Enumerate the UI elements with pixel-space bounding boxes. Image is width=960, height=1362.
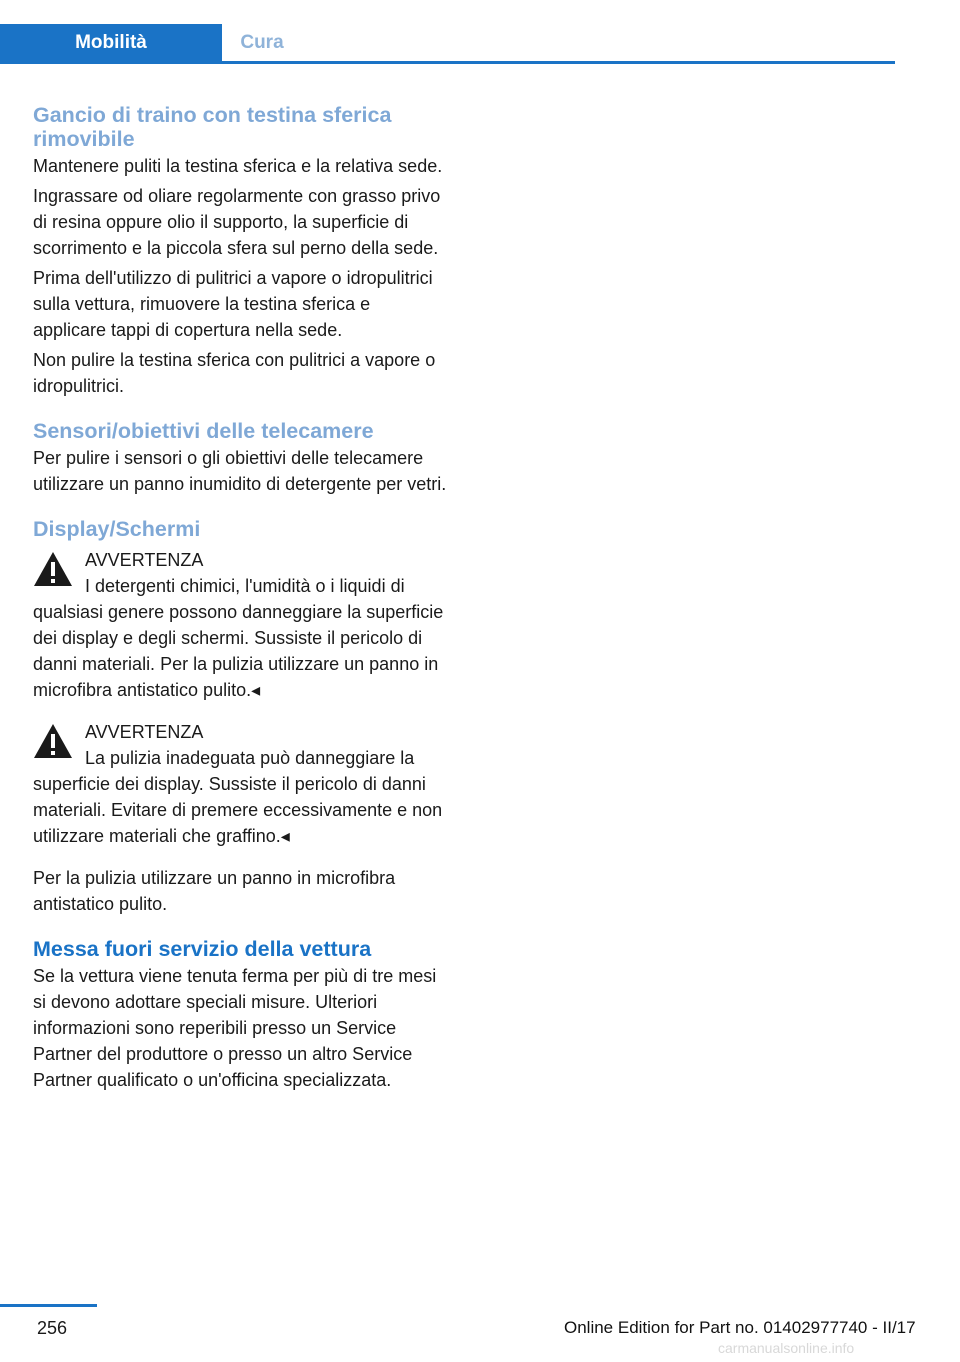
header-rule [0, 61, 895, 64]
watermark: carmanualsonline.info [718, 1340, 855, 1356]
warning-title: AVVERTENZA [85, 722, 204, 742]
paragraph: Per la pulizia utilizzare un panno in microfibra antistatico pulito. [33, 868, 396, 914]
warning-text: I detergenti chimici, l'umidità o i liquidi di qualsiasi genere possono danneggiare la superficie dei display e degli schermi. Sussiste il pericolo di danni materiali. Per la pulizia utilizzare un panno in microfibra antistatico pulito.◂ [33, 576, 444, 700]
paragraph: Non pulire la testina sferica con pulitrici a vapore o idropulitrici. [33, 350, 436, 396]
page-number: 256 [37, 1318, 68, 1338]
paragraph: Se la vettura viene tenuta ferma per più di tre mesi si devono adottare speciali misure. Ulteriori informazioni sono reperibili presso un Service Partner del produttore o presso un altro Service Partner qualificato o un'officina specializzata. [33, 966, 437, 1090]
section-heading-display: Display/Schermi [33, 517, 201, 541]
edition-info: Online Edition for Part no. 01402977740 - II/17 [564, 1318, 916, 1337]
paragraph: Per pulire i sensori o gli obiettivi delle telecamere utilizzare un panno inumidito di detergente per vetri. [33, 448, 447, 494]
tab-cura[interactable] [222, 24, 302, 61]
warning-title: AVVERTENZA [85, 550, 204, 570]
tab-mobilita-label: Mobilità [75, 32, 147, 53]
paragraph: Prima dell'utilizzo di pulitrici a vapore o idropulitrici sulla vettura, rimuovere la testina sferica e applicare tappi di copertura nella sede. [33, 268, 433, 340]
warning-triangle-icon [33, 551, 73, 587]
tab-mobilita[interactable] [0, 24, 222, 61]
warning-text: La pulizia inadeguata può danneggiare la superficie dei display. Sussiste il pericolo di danni materiali. Evitare di premere eccessivamente e non utilizzare materiali che graffino.◂ [33, 748, 443, 846]
section-heading-gancio: Gancio di traino con testina sferica rimovibile [33, 103, 392, 151]
section-heading-sensori: Sensori/obiettivi delle telecamere [33, 419, 374, 443]
warning-block [33, 719, 448, 849]
footer-rule [0, 1304, 97, 1307]
paragraph: Ingrassare od oliare regolarmente con grasso privo di resina oppure olio il supporto, la superficie di scorrimento e la piccola sfera sul perno della sede. [33, 186, 441, 258]
tab-cura-label: Cura [240, 32, 284, 53]
paragraph: Mantenere puliti la testina sferica e la relativa sede. [33, 156, 443, 176]
warning-block [33, 547, 448, 703]
section-heading-messa-fuori-servizio: Messa fuori servizio della vettura [33, 937, 372, 961]
page-content [33, 103, 448, 1093]
warning-triangle-icon [33, 723, 73, 759]
chapter-tab-bar [0, 24, 895, 64]
